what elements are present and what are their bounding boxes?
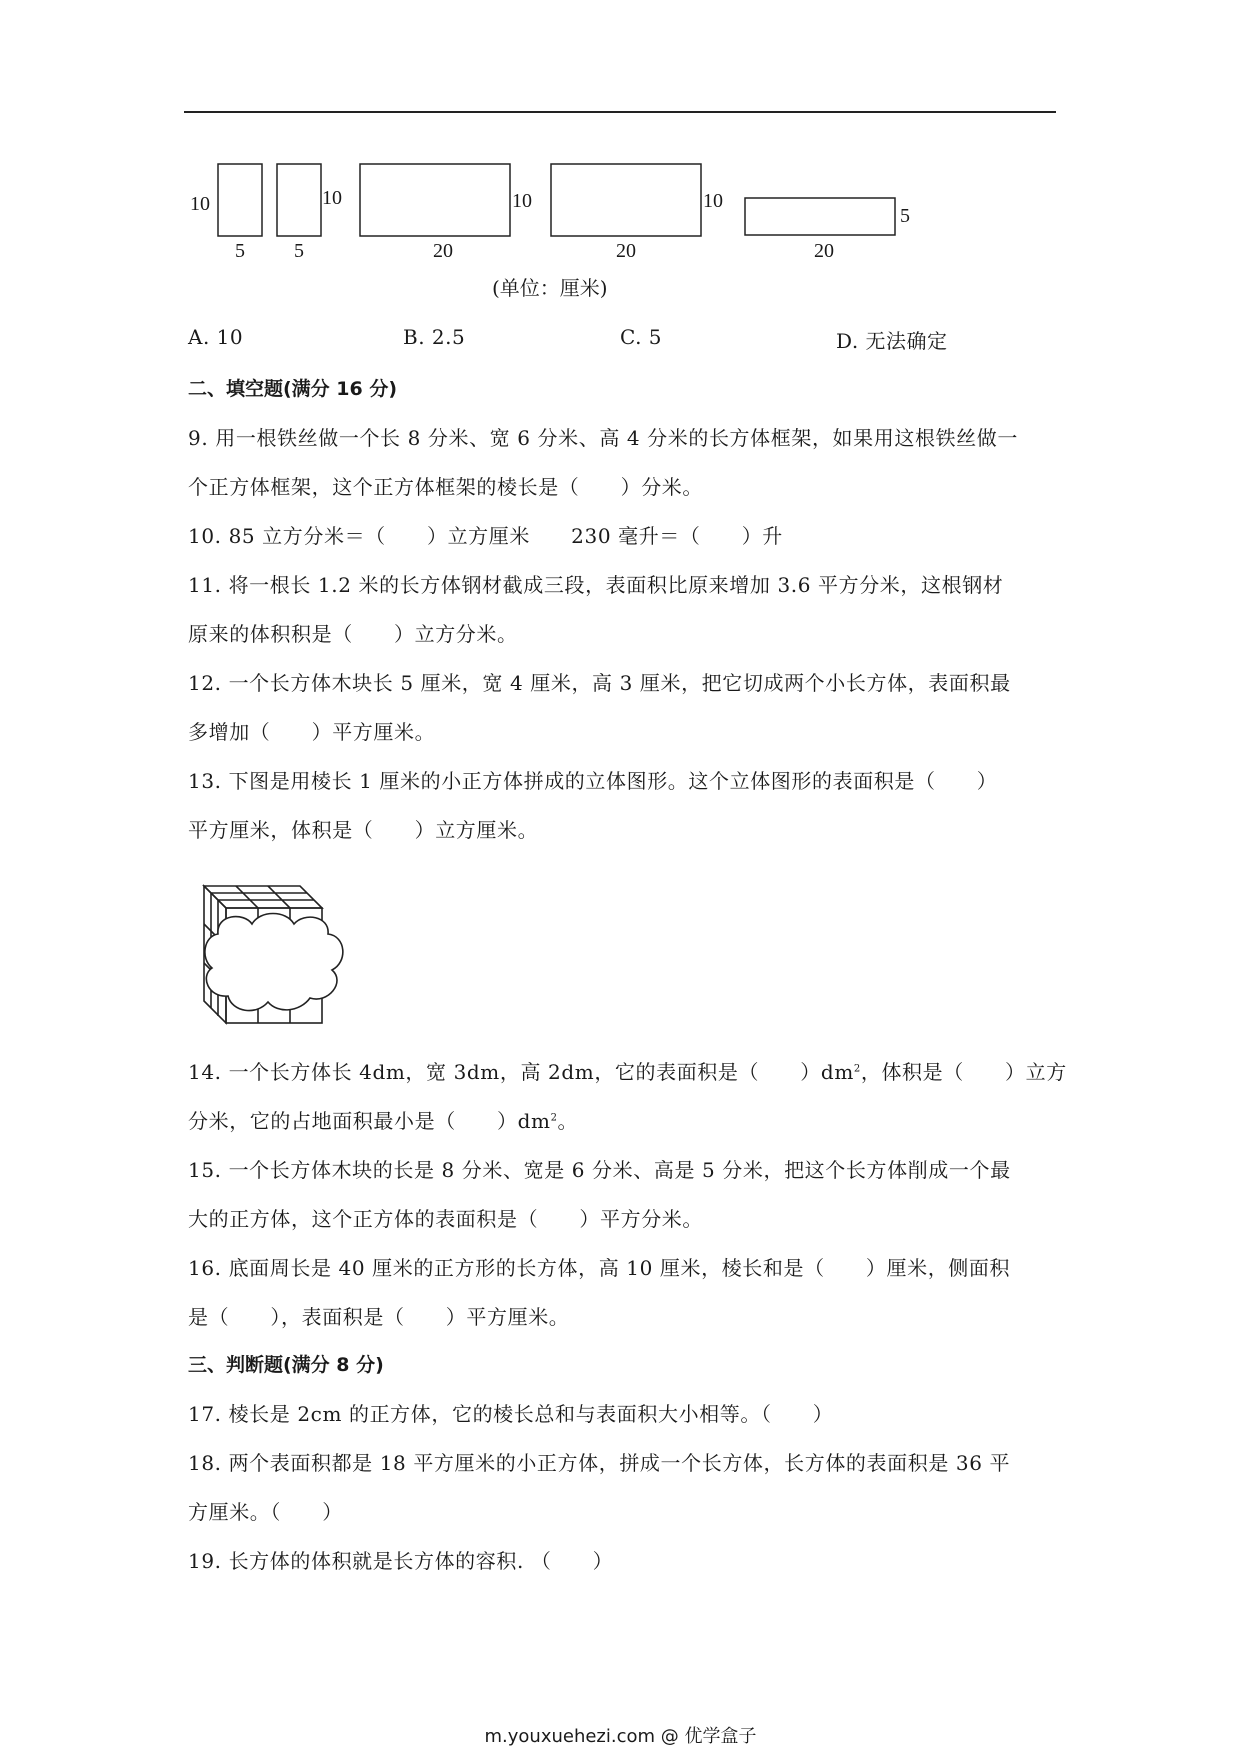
question-18-line-1: 18. 两个表面积都是 18 平方厘米的小正方体，拼成一个长方体，长方体的表面积是 36 平 <box>188 1451 1011 1475</box>
question-12-line-1: 12. 一个长方体木块长 5 厘米，宽 4 厘米，高 3 厘米，把它切成两个小长方体，表面积最 <box>188 671 1011 695</box>
rect5-height-label: 5 <box>900 205 910 227</box>
rectangle-4 <box>551 164 701 236</box>
unit-caption: (单位：厘米) <box>492 276 608 300</box>
question-17: 17. 棱长是 2cm 的正方体，它的棱长总和与表面积大小相等。（ ） <box>188 1402 834 1426</box>
rect2-height-label: 10 <box>322 187 342 209</box>
question-13-line-2: 平方厘米，体积是（ ）立方厘米。 <box>188 818 539 842</box>
rectangle-5 <box>745 198 895 235</box>
question-14-superscript-1: 2 <box>853 1063 861 1075</box>
question-12-line-2: 多增加（ ）平方厘米。 <box>188 720 436 744</box>
rect2-width-label: 5 <box>294 240 304 262</box>
rectangle-2 <box>277 164 321 236</box>
question-18-line-2: 方厘米。（ ） <box>188 1500 343 1524</box>
rect1-height-label: 10 <box>190 193 210 215</box>
section-heading-fill-in: 二、填空题(满分 16 分) <box>188 378 398 400</box>
question-9-line-1: 9. 用一根铁丝做一个长 8 分米、宽 6 分米、高 4 分米的长方体框架，如果用这根铁丝做一 <box>188 426 1018 450</box>
cube-stack-figure <box>196 876 360 1028</box>
option-c: C. 5 <box>620 325 663 349</box>
question-15-line-1: 15. 一个长方体木块的长是 8 分米、宽是 6 分米、高是 5 分米，把这个长方体削成一个最 <box>188 1158 1011 1182</box>
rect4-width-label: 20 <box>616 240 636 262</box>
question-14-text-1a: 14. 一个长方体长 4dm，宽 3dm，高 2dm，它的表面积是（ ）dm <box>188 1060 854 1084</box>
question-9-line-2: 个正方体框架，这个正方体框架的棱长是（ ）分米。 <box>188 475 703 499</box>
rect4-height-label: 10 <box>703 190 723 212</box>
question-11-line-2: 原来的体积积是（ ）立方分米。 <box>188 622 518 646</box>
rectangle-figures <box>0 0 1241 300</box>
question-13-line-1: 13. 下图是用棱长 1 厘米的小正方体拼成的立体图形。这个立体图形的表面积是（ ） <box>188 769 998 793</box>
question-11-line-1: 11. 将一根长 1.2 米的长方体钢材截成三段，表面积比原来增加 3.6 平方分米，这根钢材 <box>188 573 1004 597</box>
question-14-superscript-2: 2 <box>550 1112 558 1124</box>
question-15-line-2: 大的正方体，这个正方体的表面积是（ ）平方分米。 <box>188 1207 703 1231</box>
rect3-width-label: 20 <box>433 240 453 262</box>
section-heading-true-false: 三、判断题(满分 8 分) <box>188 1354 384 1376</box>
question-14-text-2b: 。 <box>557 1109 579 1133</box>
rectangle-3 <box>360 164 510 236</box>
question-14-line-2 <box>188 1105 578 1134</box>
question-14-line-1 <box>188 1056 1067 1085</box>
rect1-width-label: 5 <box>235 240 245 262</box>
rect5-width-label: 20 <box>814 240 834 262</box>
question-16-line-1: 16. 底面周长是 40 厘米的正方形的长方体，高 10 厘米，棱长和是（ ）厘米，侧面积 <box>188 1256 1011 1280</box>
footer-watermark: m.youxuehezi.com @ 优学盒子 <box>484 1726 757 1747</box>
option-a: A. 10 <box>188 325 244 349</box>
option-d: D. 无法确定 <box>836 329 948 353</box>
question-10: 10. 85 立方分米＝（ ）立方厘米 230 毫升＝（ ）升 <box>188 524 783 548</box>
question-14-text-1b: ，体积是（ ）立方 <box>860 1060 1067 1084</box>
option-b: B. 2.5 <box>403 325 466 349</box>
question-14-text-2a: 分米，它的占地面积最小是（ ）dm <box>188 1109 551 1133</box>
rect3-height-label: 10 <box>512 190 532 212</box>
question-19: 19. 长方体的体积就是长方体的容积. （ ） <box>188 1549 614 1573</box>
question-16-line-2: 是（ ），表面积是（ ）平方厘米。 <box>188 1305 570 1329</box>
rectangle-1 <box>218 164 262 236</box>
